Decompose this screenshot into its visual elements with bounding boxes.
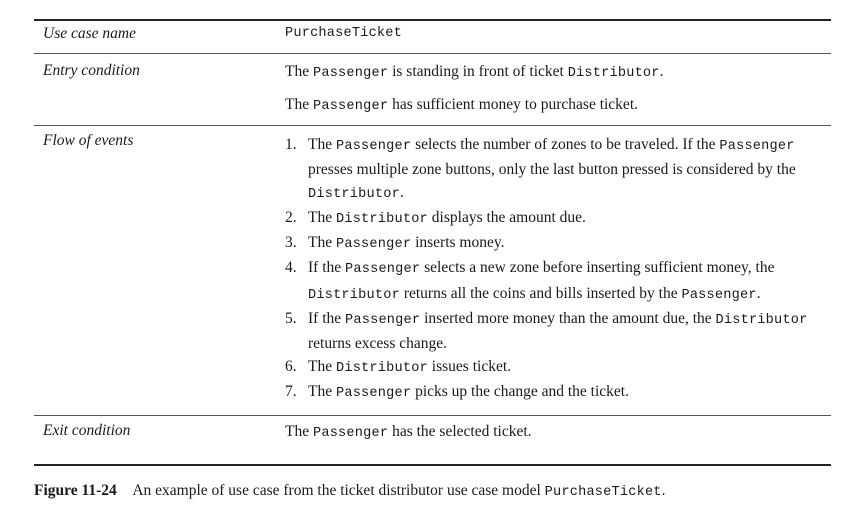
flow-of-events-list xyxy=(285,133,815,405)
row-divider xyxy=(34,125,831,126)
figure-caption xyxy=(34,482,666,500)
text: The xyxy=(308,234,336,252)
caption-text: An example of use case from the ticket distributor use case model xyxy=(132,482,545,499)
code-term: Passenger xyxy=(335,385,412,401)
text: presses multiple zone buttons, only the last button pressed is considered by the xyxy=(308,161,796,179)
flow-step xyxy=(285,307,815,355)
code-term: Passenger xyxy=(335,139,412,154)
text: The xyxy=(308,357,336,375)
flow-step xyxy=(285,133,815,206)
code-term: Distributor xyxy=(335,360,428,376)
exit-condition-label: Exit condition xyxy=(43,422,131,439)
code-term: Passenger xyxy=(312,66,389,81)
code-term: Distributor xyxy=(308,187,400,203)
text: The xyxy=(308,136,336,153)
text: . xyxy=(659,63,664,80)
use-case-name-value: PurchaseTicket xyxy=(285,26,403,41)
text: The xyxy=(308,209,336,227)
code-term: Passenger xyxy=(681,287,757,303)
figure-number: Figure 11-24 xyxy=(34,482,117,499)
step-number: 4. xyxy=(285,259,297,277)
text: picks up the change and the ticket. xyxy=(411,382,629,400)
flow-step xyxy=(285,206,815,231)
text: is standing in front of ticket xyxy=(388,63,568,80)
text: has sufficient money to purchase ticket. xyxy=(388,96,638,113)
text: issues ticket. xyxy=(427,357,512,375)
text: . xyxy=(399,184,404,202)
code-term: Passenger xyxy=(345,262,421,278)
flow-step xyxy=(285,380,815,405)
text: inserted more money than the amount due, the xyxy=(420,309,716,327)
code-term: Distributor xyxy=(308,287,400,303)
caption-code: PurchaseTicket xyxy=(544,485,662,500)
flow-step xyxy=(285,256,815,306)
use-case-name-label: Use case name xyxy=(43,25,136,42)
text: returns excess change. xyxy=(308,334,448,352)
code-term: Distributor xyxy=(567,66,660,81)
code-term: Passenger xyxy=(345,312,421,328)
row-divider xyxy=(34,53,831,54)
text: inserts money. xyxy=(411,234,505,252)
text: The xyxy=(308,382,336,400)
entry-condition-line-1 xyxy=(285,63,664,81)
flow-step xyxy=(285,355,815,380)
row-divider xyxy=(34,415,831,416)
code-term: Passenger xyxy=(719,139,795,154)
text: . xyxy=(756,284,761,302)
caption-end: . xyxy=(661,482,666,499)
step-number: 3. xyxy=(285,234,297,252)
text: selects a new zone before inserting sufficient money, the xyxy=(420,259,775,277)
code-term: Passenger xyxy=(312,99,389,114)
text: If the xyxy=(308,259,346,277)
text: displays the amount due. xyxy=(427,209,586,227)
code-term: Distributor xyxy=(715,312,808,328)
code-term: Distributor xyxy=(335,212,428,228)
step-number: 1. xyxy=(285,136,297,153)
flow-step xyxy=(285,231,815,256)
code-term: Passenger xyxy=(312,426,389,441)
text: The xyxy=(285,63,313,80)
step-number: 5. xyxy=(285,309,297,327)
step-number: 7. xyxy=(285,382,297,400)
text: selects the number of zones to be traveled. If the xyxy=(411,136,720,153)
text: The xyxy=(285,96,313,113)
flow-of-events-label: Flow of events xyxy=(43,132,134,149)
table-bottom-rule xyxy=(34,464,831,466)
text: returns all the coins and bills inserted by the xyxy=(399,284,682,302)
step-number: 6. xyxy=(285,357,297,375)
entry-condition-label: Entry condition xyxy=(43,62,140,79)
text: If the xyxy=(308,309,346,327)
exit-condition-value xyxy=(285,423,532,441)
text: The xyxy=(285,423,313,440)
step-number: 2. xyxy=(285,209,297,227)
code-term: Passenger xyxy=(335,237,412,253)
text: has the selected ticket. xyxy=(388,423,532,440)
entry-condition-line-2 xyxy=(285,96,638,114)
table-top-rule xyxy=(34,19,831,21)
